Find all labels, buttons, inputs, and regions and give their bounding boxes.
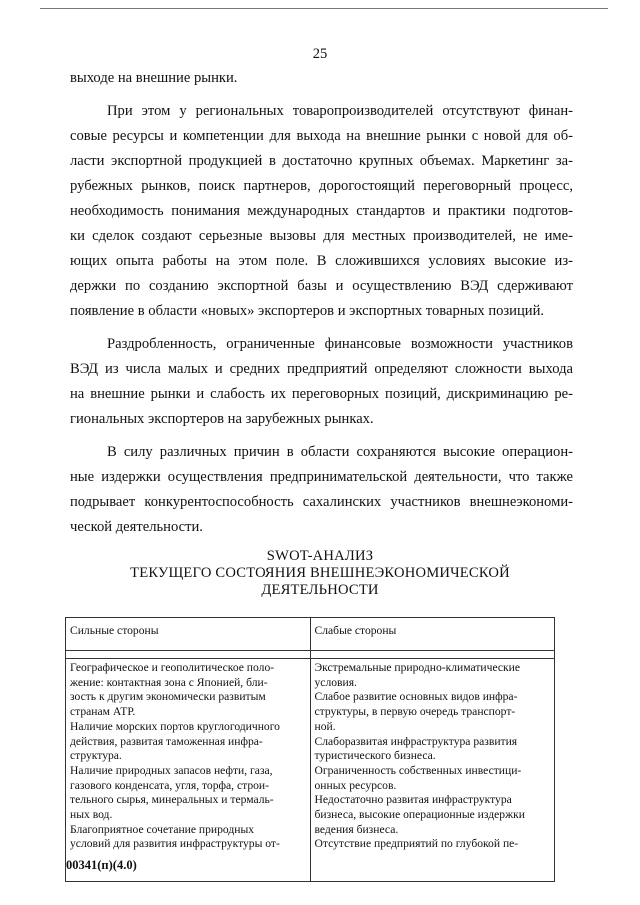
text-line: ческой деятельности. bbox=[70, 519, 203, 535]
weaknesses-cell bbox=[310, 659, 555, 882]
text-line: ные издержки осуществления предпринимательской деятельности, что также bbox=[70, 469, 573, 485]
text-line: В силу различных причин в области сохраняются высокие операцион- bbox=[107, 444, 573, 460]
text-line: ВЭД из числа малых и средних предприятий определяют сложности выхода bbox=[70, 361, 573, 377]
strength-line: тельного сырья, минеральных и термаль- bbox=[70, 793, 274, 807]
document-code: 00341(п)(4.0) bbox=[66, 858, 137, 872]
text-line: ющих опыта работы на этом поле. В сложившихся условиях высокие из- bbox=[70, 253, 573, 269]
strength-line: газового конденсата, угля, торфа, строи- bbox=[70, 778, 269, 792]
swot-table bbox=[65, 617, 555, 882]
text-line: ласти экспортной продукцией в достаточно крупных объемах. Маркетинг за- bbox=[70, 153, 573, 169]
text-line: рубежных рынков, поиск партнеров, дорогостоящий переговорный процесс, bbox=[70, 178, 573, 194]
strengths-cell bbox=[66, 659, 311, 882]
strength-line: действия, развитая таможенная инфра- bbox=[70, 734, 263, 748]
weakness-line: Экстремальные природно-климатические bbox=[314, 661, 521, 674]
strength-line: ных вод. bbox=[70, 808, 113, 822]
weakness-line: туристического бизнеса. bbox=[314, 749, 436, 763]
weakness-line: Отсутствие предприятий по глубокой пе- bbox=[314, 837, 519, 851]
strength-line: жение: контактная зона с Японией, бли- bbox=[70, 675, 268, 689]
text-line: держки по созданию экспортной базы и осуществлению ВЭД сдерживают bbox=[70, 278, 573, 294]
weakness-line: условия. bbox=[314, 675, 357, 689]
strength-line: Географическое и геополитическое поло- bbox=[70, 661, 275, 674]
weakness-line: структуры, в первую очередь транспорт- bbox=[314, 705, 516, 719]
weakness-line: ведения бизнеса. bbox=[314, 822, 399, 836]
strength-line: Наличие природных запасов нефти, газа, bbox=[70, 763, 273, 777]
strength-line: Благоприятное сочетание природных bbox=[70, 822, 255, 836]
swot-title bbox=[0, 548, 640, 599]
strength-line: условий для развития инфраструктуры от- bbox=[70, 837, 280, 851]
weakness-line: Недостаточно развитая инфраструктура bbox=[314, 793, 512, 807]
paragraph-1 bbox=[70, 66, 573, 91]
weakness-line: Ограниченность собственных инвестици- bbox=[314, 763, 522, 777]
paragraph-4 bbox=[70, 440, 573, 540]
swot-title-line: ДЕЯТЕЛЬНОСТИ bbox=[261, 582, 379, 598]
text-line: ки сделок создают серьезные вызовы для местных производителей, не име- bbox=[70, 228, 573, 244]
text-line: Раздробленность, ограниченные финансовые возможности участников bbox=[107, 336, 573, 352]
page-number: 25 bbox=[312, 46, 328, 62]
text-line: выходе на внешние рынки. bbox=[70, 70, 238, 86]
weakness-line: бизнеса, высокие операционные издержки bbox=[314, 808, 525, 822]
weakness-line: Слабое развитие основных видов инфра- bbox=[314, 690, 518, 704]
text-line: появление в области «новых» экспортеров и экспортных товарных позиций. bbox=[70, 303, 545, 319]
weaknesses-header: Слабые стороны bbox=[310, 618, 555, 651]
strength-line: Наличие морских портов круглогодичного bbox=[70, 719, 280, 733]
text-line: подрывает конкурентоспособность сахалинских участников внешнеэкономи- bbox=[70, 494, 573, 510]
swot-header-row bbox=[66, 618, 555, 651]
text-line: При этом у региональных товаропроизводителей отсутствуют финан- bbox=[107, 103, 573, 119]
strength-line: странам АТР. bbox=[70, 705, 136, 719]
strength-line: структура. bbox=[70, 749, 122, 763]
swot-spacer-row bbox=[66, 651, 555, 659]
weakness-line: онных ресурсов. bbox=[314, 778, 397, 792]
top-rule bbox=[40, 8, 608, 9]
text-line: на внешние рынки и слабость их переговорных позиций, дискриминацию ре- bbox=[70, 386, 573, 402]
weakness-line: ной. bbox=[314, 719, 336, 733]
swot-title-line: SWOT-АНАЛИЗ bbox=[266, 548, 374, 564]
paragraph-3 bbox=[70, 332, 573, 432]
swot-title-line: ТЕКУЩЕГО СОСТОЯНИЯ ВНЕШНЕЭКОНОМИЧЕСКОЙ bbox=[130, 565, 510, 581]
paragraph-2 bbox=[70, 99, 573, 324]
text-line: необходимость понимания международных стандартов и практики подготов- bbox=[70, 203, 573, 219]
body-text bbox=[70, 66, 573, 540]
strengths-header: Сильные стороны bbox=[66, 618, 311, 651]
text-line: гиональных экспортеров на зарубежных рынках. bbox=[70, 411, 374, 427]
text-line: совые ресурсы и компетенции для выхода на внешние рынки с новой для об- bbox=[70, 128, 573, 144]
swot-body-row bbox=[66, 659, 555, 882]
weakness-line: Слаборазвитая инфраструктура развития bbox=[314, 734, 518, 748]
strength-line: зость к другим экономически развитым bbox=[70, 690, 266, 704]
